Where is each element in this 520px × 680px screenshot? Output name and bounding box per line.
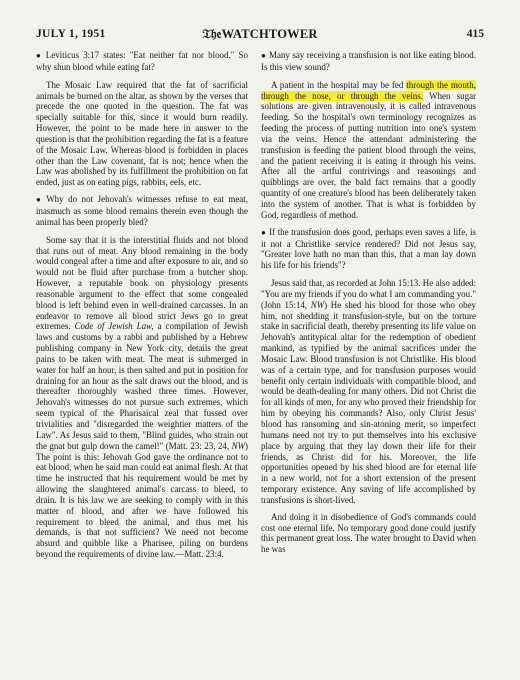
- answer-text: ) The point is this: Jehovah God gave the ordinance not to eat blood, when he said man could eat animal flesh. At that time he instructed that his requirement would be met by allowing the slaughtered animal's carcass to bleed, to drain. It is his law we are seeking to comply with in this matter of blood, and after we have followed his requirement to bleed the animal, and thus met his demands, is that not sufficient? We need not become absurd and quibble like a Pharisee, piling on burdens beyond the requirements of divine law.—Matt. 23:4.: [36, 440, 249, 560]
- question-text: Leviticus 3:17 states: "Eat neither fat nor blood." So why shun blood while eating fat?: [36, 50, 248, 72]
- highlighted-text: through the mouth, through the nose, or through the veins.: [261, 79, 476, 101]
- answer-text: When sugar solutions are given intravenously, it is called intravenous feeding. So the hospital's own terminology recognizes as feeding the process of putting nutrition into one's system via the veins. Hence the attendant administering the transfusion is feeding the patient blood through the veins, and the patient receiving it is eating it through his veins. After all the artful contrivings and reasonings and quibblings are over, the bald fact remains that a goodly quantity of one creature's blood has been deliberately taken into the system of another. That is what is forbidden by God, regardless of method.: [261, 90, 477, 220]
- question-paragraph: [36, 194, 248, 228]
- answer-text: a compilation of Jewish laws and customs by a rabbi and published by a Hebrew publishing company in New York city, details the great pains to be taken with meat. The meat is submerged in water for half an hour, is then salted and put in position for draining for an hour as the salt draws out the blood, and is thereafter thoroughly washed three times. However, Jehovah's witnesses do not pursue such extremes, which seem typical of the Pharisaical zeal that fussed over trivialities and "disregarded the weightier matters of the Law". As Jesus said to them, "Blind guides, who strain out the gnat but gulp down the camel!" (Matt. 23: 23, 24,: [36, 321, 249, 451]
- question-paragraph: [36, 50, 248, 73]
- answer-text: ) He shed his blood for those who obey him, not shedding it transfusion-style, but on the torture stake in sacrificial death, thereby presenting its life value on Jehovah's antitypical altar for the redemption of obedient mankind, as typified by the animal sacrifices under the Mosaic Law. Blood transfusion is not Christlike. His blood was of a certain type, and for transfusion purposes would benefit only certain individuals with compatible blood, and would be death-dealing for many others. Did not Christ die for all kinds of men, for any who proved their friendship for him by obeying his commands? Also, only Christ Jesus' blood has ransoming and sin-atoning merit, so imperfect humans need not try to put themselves into his exclusive place by arguing that they lay down their life for their friends, as Christ did for his. Moreover, the life opportunities opened by his shed blood are for eternal life in a new world, not for a short extension of the present temporary existence. Any saving of life accomplished by transfusions is short-lived.: [261, 299, 477, 505]
- answer-paragraph: [36, 235, 248, 560]
- bullet-icon: ●: [36, 51, 43, 60]
- book-title-italic: Code of Jewish Law,: [74, 321, 154, 332]
- answer-paragraph: And doing it in disobedience of God's commands could cost one eternal life. No temporary good done could justify this permanent great loss. The water brought to David when he was: [261, 511, 476, 555]
- answer-paragraph: [261, 80, 476, 221]
- question-paragraph: [261, 50, 476, 73]
- answer-text: Some say that it is the interstitial fluids and not blood that runs out of meat. Any blood remaining in the body would congeal after a time and after exposure to air, and so would not be fluid after purchase from a butcher shop. However, a reputable book on physiology presents reasonable argument to the effect that some congealed blood is left behind even in well-drained carcasses. In an endeavor to remove all blood strict Jews go to great extremes.: [36, 234, 248, 332]
- page-number: 415: [466, 28, 484, 40]
- answer-paragraph: The Mosaic Law required that the fat of sacrificial animals be burned on the altar, as shown by the verses that precede the one quoted in the question. The fat was specially suitable for this, since it would burn readily. However, the point to be made here in answer to the question is that the prohibition regarding the fat is a feature of the Mosaic Law. Whereas blood is forbidden in places other than the Law covenant, fat is not; hence when the Law was abolished by its fulfillment the prohibition on fat ended, just as on eating pigs, rabbits, eels, etc.: [36, 79, 248, 188]
- answer-text: A patient in the hospital may be fed: [271, 79, 404, 90]
- question-paragraph: [261, 227, 476, 271]
- question-text: Why do not Jehovah's witnesses refuse to eat meat, inasmuch as some blood remains therein even though the animal has been properly bled?: [36, 194, 248, 227]
- version-abbrev-italic: NW: [231, 440, 246, 451]
- question-text: Many say receiving a transfusion is not like eating blood. Is this view sound?: [261, 50, 476, 72]
- answer-text: Jesus said that, as recorded at John 15:13. He also added: "You are my friends if you do what I am commanding you." (John 15:14,: [261, 278, 476, 310]
- page-header: [36, 28, 484, 44]
- question-text: If the transfusion does good, perhaps even saves a life, is it not a Christlike service rendered? Did not Jesus say, "Greater love hath no man than this, that a man lay down his life for his friends"?: [261, 226, 476, 271]
- answer-paragraph: [261, 278, 476, 506]
- left-column: [36, 50, 248, 566]
- bullet-icon: ●: [261, 227, 267, 237]
- issue-date: JULY 1, 1951: [36, 28, 106, 40]
- bullet-icon: ●: [261, 51, 267, 60]
- bullet-icon: ●: [36, 195, 44, 205]
- right-column: [261, 50, 476, 555]
- version-abbrev-italic: NW: [310, 299, 325, 310]
- magazine-title: 𝔗𝔥𝔢WATCHTOWER: [202, 27, 318, 41]
